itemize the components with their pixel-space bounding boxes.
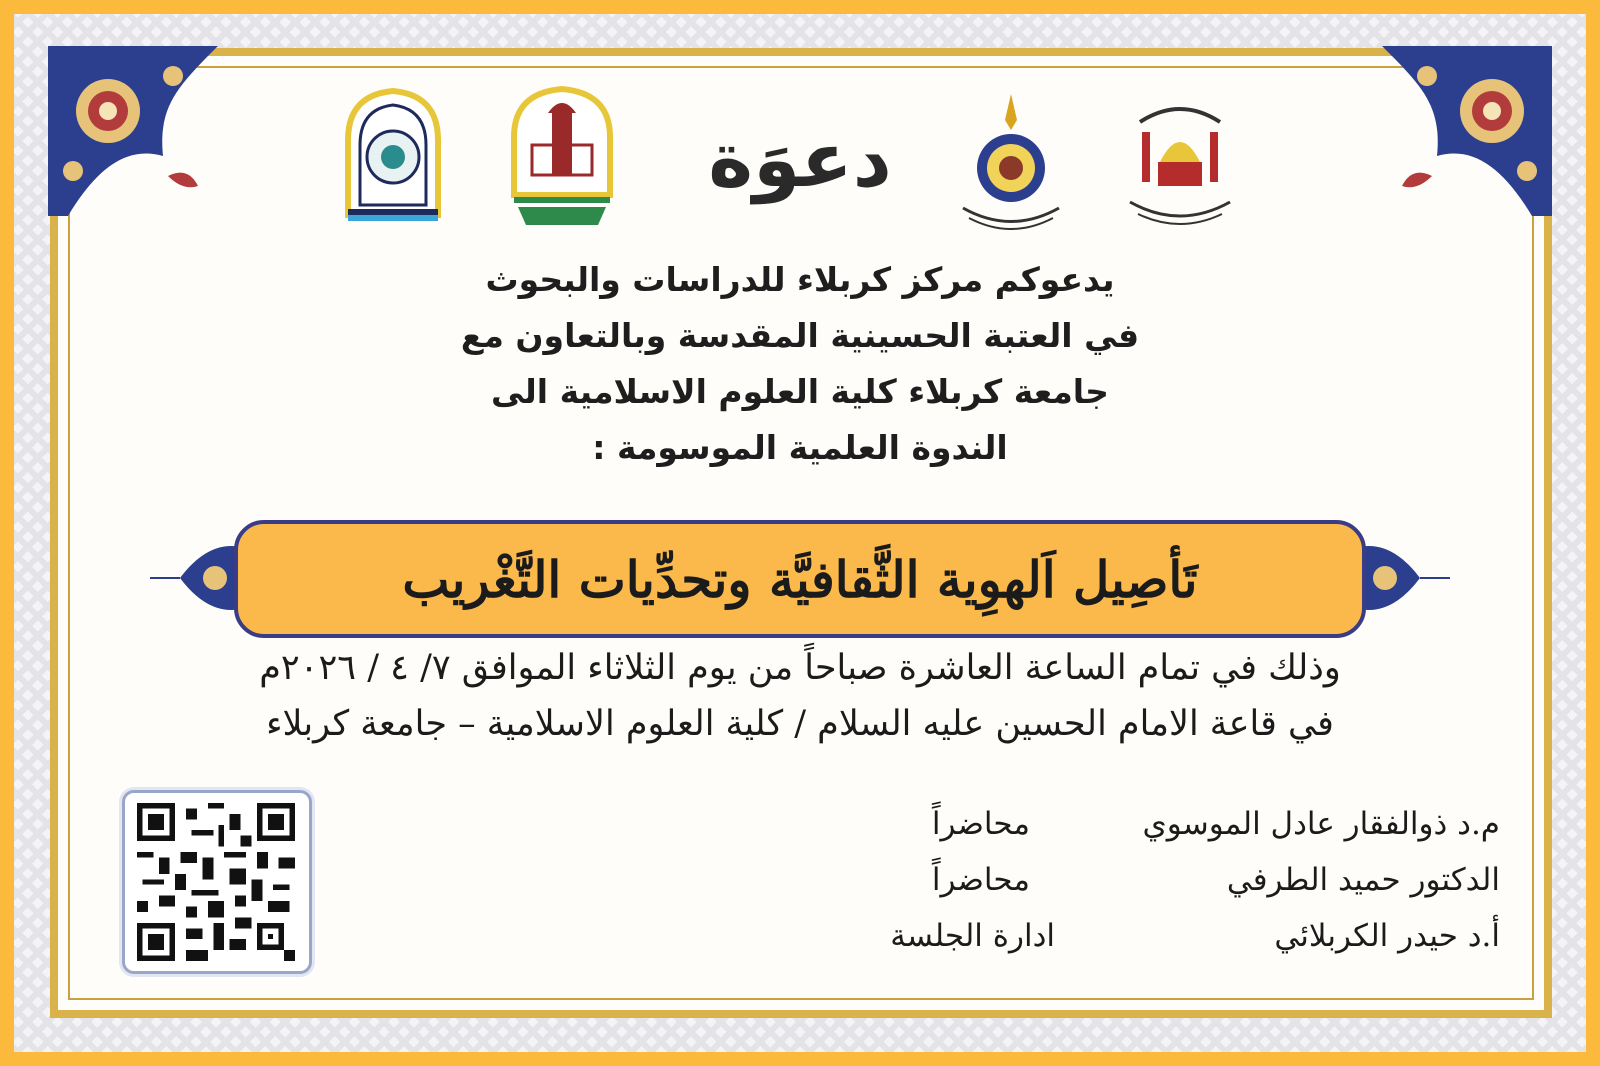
banner-ornament-right [1355,538,1450,618]
seminar-title-banner [234,520,1366,638]
intro-line-1: يدعوكم مركز كربلاء للدراسات والبحوث [485,260,1115,299]
intro-line-2: في العتبة الحسينية المقدسة وبالتعاون مع [460,316,1140,355]
university-of-karbala-islamic-sciences-logo [340,85,446,225]
banner-ornament-left [150,538,245,618]
event-time-line: وذلك في تمام الساعة العاشرة صباحاً من يوم الثلاثاء الموافق ٧/ ٤ / ٢٠٢٦م [259,648,1341,688]
invitation-heading: دعوَة [708,115,892,204]
speaker-name-1: م.د ذوالفقار عادل الموسوي [1142,806,1500,842]
speaker-role-2: محاضراً [931,862,1030,898]
corner-ornament-left [48,46,218,216]
speaker-role-3: ادارة الجلسة [890,918,1055,954]
imam-hussein-shrine-logo [1120,92,1240,230]
qr-code-icon [122,790,312,974]
speaker-name-3: أ.د حيدر الكربلائي [1274,918,1500,954]
karbala-university-logo [508,85,616,227]
event-location-line: في قاعة الامام الحسين عليه السلام / كلية العلوم الاسلامية – جامعة كربلاء [266,704,1334,744]
intro-line-4: الندوة العلمية الموسومة : [592,428,1008,467]
seminar-title: تَأصِيل اَلهوِية الثَّقافيَّة وتحدِّيات التَّغْريب [402,549,1198,609]
corner-ornament-right [1382,46,1552,216]
speaker-role-1: محاضراً [931,806,1030,842]
karbala-center-studies-logo [955,90,1067,230]
intro-line-3: جامعة كربلاء كلية العلوم الاسلامية الى [491,372,1109,411]
speaker-name-2: الدكتور حميد الطرفي [1226,862,1500,898]
